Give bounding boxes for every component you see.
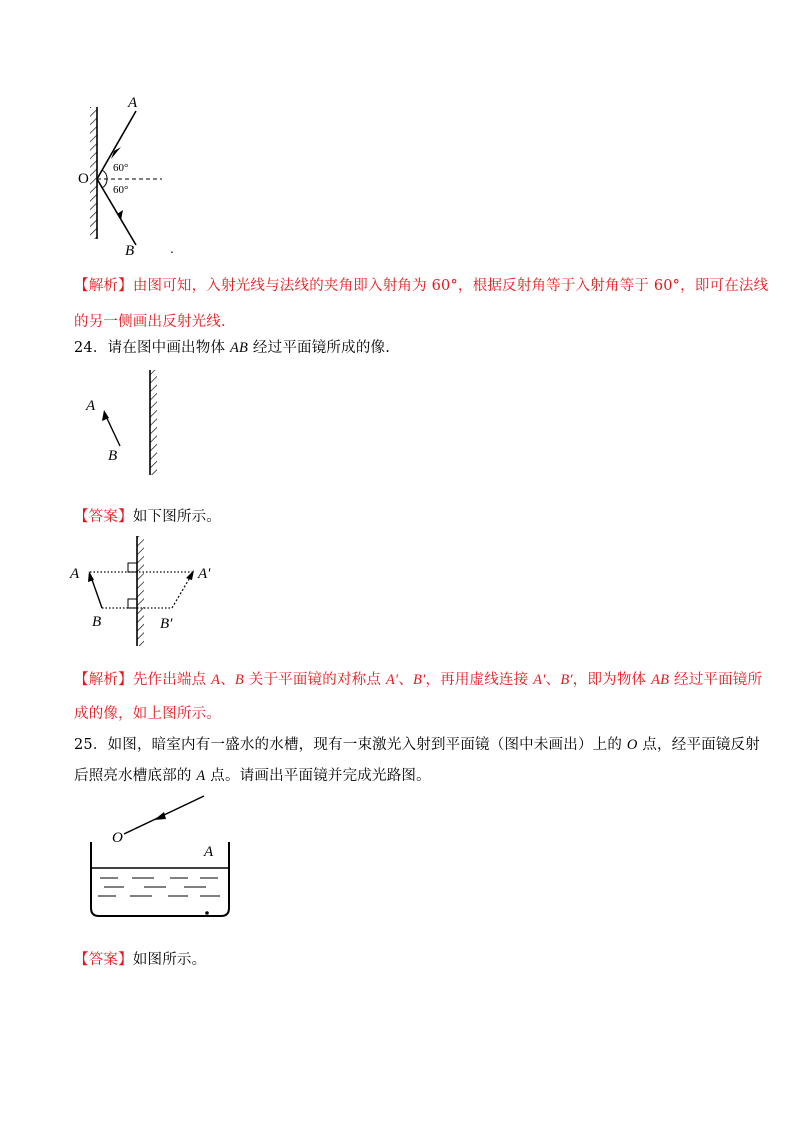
q23-analysis-line2: 的另一侧画出反射光线. xyxy=(74,314,226,330)
label-A: A xyxy=(204,844,214,860)
label-B: B xyxy=(92,614,102,630)
analysis-tag: 【解析】 xyxy=(74,672,133,688)
perpendicular-mark-top xyxy=(128,563,137,572)
label-A: A xyxy=(86,398,96,414)
mirror-hatching xyxy=(90,107,97,239)
angle-bottom-label: 60° xyxy=(113,184,129,196)
label-O: O xyxy=(78,171,89,187)
mirror-hatching xyxy=(137,536,144,646)
laser-arrow xyxy=(154,812,166,820)
label-A: A xyxy=(70,566,80,582)
trailing-dot: . xyxy=(170,242,174,256)
q25-answer: 【答案】如图所示。 xyxy=(74,952,207,968)
answer-image-diagram xyxy=(64,534,224,654)
q24-answer: 【答案】如下图所示。 xyxy=(74,509,222,525)
label-B: B xyxy=(108,448,118,464)
analysis-tag: 【解析】 xyxy=(74,278,133,294)
q24-analysis-line2: 成的像，如上图所示。 xyxy=(74,706,221,722)
label-A-prime: A′ xyxy=(198,566,211,582)
answer-tag: 【答案】 xyxy=(74,952,133,968)
label-B: B xyxy=(125,243,135,259)
mirror-hatching xyxy=(150,370,157,475)
object-mirror-diagram xyxy=(80,368,180,480)
reflected-arrow xyxy=(117,210,123,220)
reflection-diagram xyxy=(70,85,200,260)
image-arrow-head xyxy=(186,570,194,580)
q25-question-line2: 后照亮水槽底部的 A 点。请画出平面镜并完成光路图。 xyxy=(74,768,431,784)
point-A-marker xyxy=(205,911,209,915)
dotted-image-arrow xyxy=(172,574,192,608)
water-tank-diagram xyxy=(84,790,244,925)
q25-question-line1: 25．如图，暗室内有一盛水的水槽，现有一束激光入射到平面镜（图中未画出）上的 O 点，经平面镜反射 xyxy=(74,737,760,753)
label-B-prime: B′ xyxy=(160,616,173,632)
q24-question: 24．请在图中画出物体 AB 经过平面镜所成的像. xyxy=(74,340,391,356)
q24-analysis-line1: 【解析】先作出端点 A、B 关于平面镜的对称点 A′、B′，再用虚线连接 A′、B′，即为物体 AB 经过平面镜所 xyxy=(74,672,763,688)
object-arrow-head xyxy=(88,571,94,582)
answer-tag: 【答案】 xyxy=(74,509,133,525)
label-A: A xyxy=(128,95,138,111)
angle-arc-top xyxy=(102,170,107,179)
angle-arc-bottom xyxy=(102,179,107,188)
perpendicular-mark-bottom xyxy=(128,599,137,608)
question-number: 24． xyxy=(74,340,108,356)
q23-analysis-line1: 【解析】由图可知，入射光线与法线的夹角即入射角为 60°，根据反射角等于入射角等于 60°，即可在法线 xyxy=(74,278,769,294)
label-O: O xyxy=(112,830,123,846)
angle-top-label: 60° xyxy=(113,162,129,174)
water-ripples xyxy=(98,878,220,896)
question-number: 25． xyxy=(74,737,108,753)
